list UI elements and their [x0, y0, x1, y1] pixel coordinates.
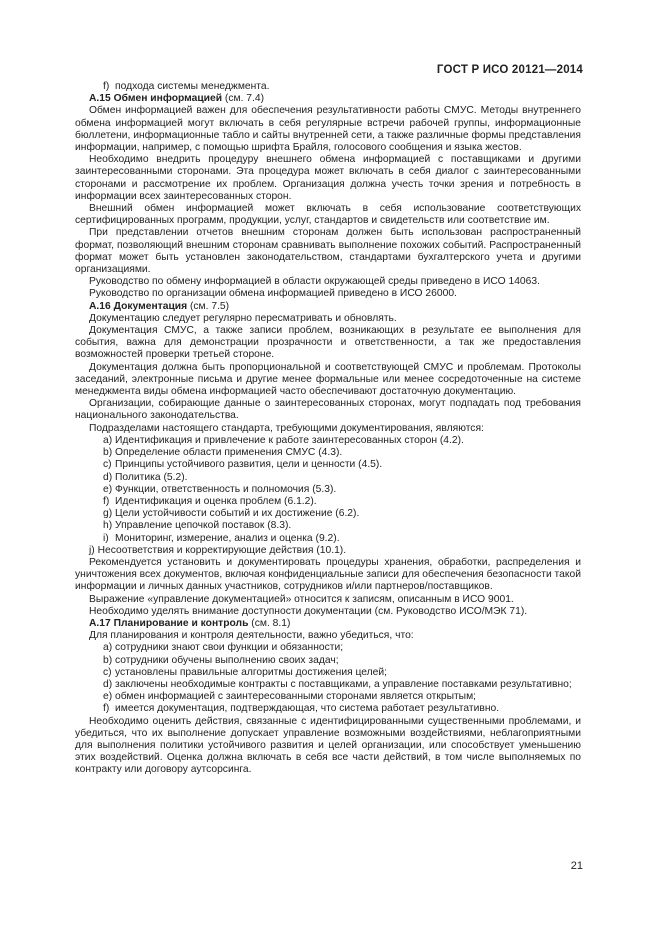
- page-number: 21: [570, 860, 583, 872]
- item-text: Мониторинг, измерение, анализ и оценка (9.2).: [115, 532, 340, 544]
- item-label: f): [103, 703, 110, 715]
- document-body: [75, 81, 581, 777]
- list-item: [75, 459, 581, 471]
- item-label: e): [103, 691, 113, 703]
- list-item: [75, 703, 581, 715]
- paragraph: Документацию следует регулярно пересматривать и обновлять.: [89, 312, 397, 324]
- paragraph: Руководство по организации обмена информацией приведено в ИСО 26000.: [89, 288, 457, 300]
- list-item: [75, 484, 581, 496]
- paragraph: Документация СМУС, а также записи проблем, возникающих в результате ее выполнения для события, важна для демонстрации прозрачности и ответственности, а так же предоставления возможностей проверки третьей стороне.: [75, 325, 581, 361]
- item-label: e): [103, 483, 113, 495]
- item-text: Политика (5.2).: [115, 471, 188, 483]
- item-text: Управление цепочкой поставок (8.3).: [115, 520, 292, 532]
- paragraph: Организации, собирающие данные о заинтересованных сторонах, могут подпадать под требования национального законодательства.: [75, 398, 581, 422]
- item-text: установлены правильные алгоритмы достижения целей;: [115, 666, 388, 678]
- item-text: j) Несоответствия и корректирующие действия (10.1).: [89, 544, 347, 556]
- heading-ref: (см. 7.4): [222, 93, 265, 105]
- item-label: a): [103, 434, 113, 446]
- item-text: Функции, ответственность и полномочия (5.3).: [115, 483, 337, 495]
- item-label: b): [103, 447, 113, 459]
- paragraph: При представлении отчетов внешним сторонам должен быть использован распространенный формат, позволяющий внешним сторонам сравнивать выполнение похожих событий. Распространенный формат может быть установлен законодательством, стандартами бухгалтерского учета и другими организациями.: [75, 227, 581, 276]
- heading-text: А.15 Обмен информацией: [89, 93, 223, 105]
- list-item: [75, 435, 581, 447]
- paragraph: Для планирования и контроля деятельности, важно убедиться, что:: [89, 630, 414, 642]
- item-label: f): [103, 495, 110, 507]
- paragraph: Обмен информацией важен для обеспечения результативности работы СМУС. Методы внутреннего обмена информацией могут включать в себя регулярные встречи рабочей группы, информационные бюллетени, информационные табло и сайты внутренней сети, а также различные формы представления информации, например, с помощью шрифта Брайля, голосового сообщения и языка жестов.: [75, 105, 581, 154]
- item-label: c): [103, 459, 112, 471]
- heading-text: А.17 Планирование и контроль: [89, 617, 249, 629]
- heading-text: А.16 Документация: [89, 300, 188, 312]
- list-item: [75, 472, 581, 484]
- list-item: [75, 533, 581, 545]
- item-label: h): [103, 520, 113, 532]
- paragraph: Руководство по обмену информацией в области окружающей среды приведено в ИСО 14063.: [89, 276, 540, 288]
- item-text: подхода системы менеджмента.: [115, 81, 270, 92]
- list-item: [75, 667, 581, 679]
- paragraph: Подразделами настоящего стандарта, требующими документирования, являются:: [89, 422, 484, 434]
- paragraph: Рекомендуется установить и документировать процедуры хранения, обработки, распределения и уничтожения всех документов, включая конфиденциальные записи для обеспечения безопасности такой информации и личных данных участников, сотрудников и/или партнеров/поставщиков.: [75, 556, 581, 593]
- list-item: [75, 520, 581, 532]
- section-heading: [75, 618, 581, 630]
- paragraph: Необходимо внедрить процедуру внешнего обмена информацией с поставщиками и другими заинтересованными сторонами. Эта процедура может включать в себя диалог с заинтересованными сторонами и рассмотрение их проблем. Организация должна учесть точки зрения и потребность в информации всех заинтересованных сторон.: [75, 154, 581, 202]
- document-header: ГОСТ Р ИСО 20121—2014: [436, 64, 583, 76]
- paragraph: Необходимо уделять внимание доступности документации (см. Руководство ИСО/МЭК 71).: [89, 605, 528, 617]
- list-item: [75, 496, 581, 508]
- paragraph: Необходимо оценить действия, связанные с идентифицированными существенными проблемами, и убедиться, что их выполнение допускает управление возможными воздействиями, неблагоприятными для выполнения политики устойчивого развития и целей организации, или способствует уменьшению этих воздействий. Оценка должна включать в себя все части действий, в том числе выполняемых по контракту или договору аутсорсинга.: [75, 715, 581, 776]
- item-label: c): [103, 666, 112, 678]
- item-text: обмен информацией с заинтересованными сторонами является открытым;: [115, 691, 477, 703]
- list-item: [75, 655, 581, 667]
- item-label: g): [103, 508, 113, 520]
- item-label: i): [103, 532, 109, 544]
- paragraph: Документация должна быть пропорциональной и соответствующей СМУС и проблемам. Протоколы заседаний, электронные письма и другие менее формальные или менее сосредоточенные на системе менеджмента виды обмена информацией часто обеспечивают достаточную документацию.: [75, 361, 581, 398]
- heading-ref: (см. 8.1): [248, 617, 291, 629]
- item-text: Цели устойчивости событий и их достижение (6.2).: [115, 508, 360, 520]
- item-label: f): [103, 81, 110, 92]
- heading-ref: (см. 7.5): [187, 300, 230, 312]
- section-heading: [75, 93, 581, 105]
- item-text: сотрудники знают свои функции и обязанности;: [115, 642, 344, 654]
- section-heading: [75, 301, 581, 313]
- item-text: сотрудники обучены выполнению своих задач;: [115, 654, 339, 666]
- list-item: [75, 679, 581, 691]
- list-item: [75, 691, 581, 703]
- item-text: Идентификация и оценка проблем (6.1.2).: [115, 495, 317, 507]
- paragraph: Внешний обмен информацией может включать в себя использование соответствующих сертифицированных программ, продукции, услуг, стандартов и свидетельств или соответствие им.: [75, 203, 581, 227]
- item-text: имеется документация, подтверждающая, что система работает результативно.: [115, 703, 500, 715]
- item-label: a): [103, 642, 113, 654]
- list-item: [75, 545, 581, 557]
- item-label: d): [103, 678, 113, 690]
- item-text: заключены необходимые контракты с поставщиками, а управление поставками результативно;: [115, 678, 572, 690]
- list-item: [75, 508, 581, 520]
- list-item: [75, 642, 581, 654]
- item-label: d): [103, 471, 113, 483]
- item-text: Принципы устойчивого развития, цели и ценности (4.5).: [115, 459, 383, 471]
- paragraph: Выражение «управление документацией» относится к записям, описанным в ИСО 9001.: [89, 593, 514, 605]
- list-item: [75, 447, 581, 459]
- list-item: [75, 81, 581, 93]
- item-label: b): [103, 654, 113, 666]
- item-text: Определение области применения СМУС (4.3).: [115, 447, 343, 459]
- item-text: Идентификация и привлечение к работе заинтересованных сторон (4.2).: [115, 434, 464, 446]
